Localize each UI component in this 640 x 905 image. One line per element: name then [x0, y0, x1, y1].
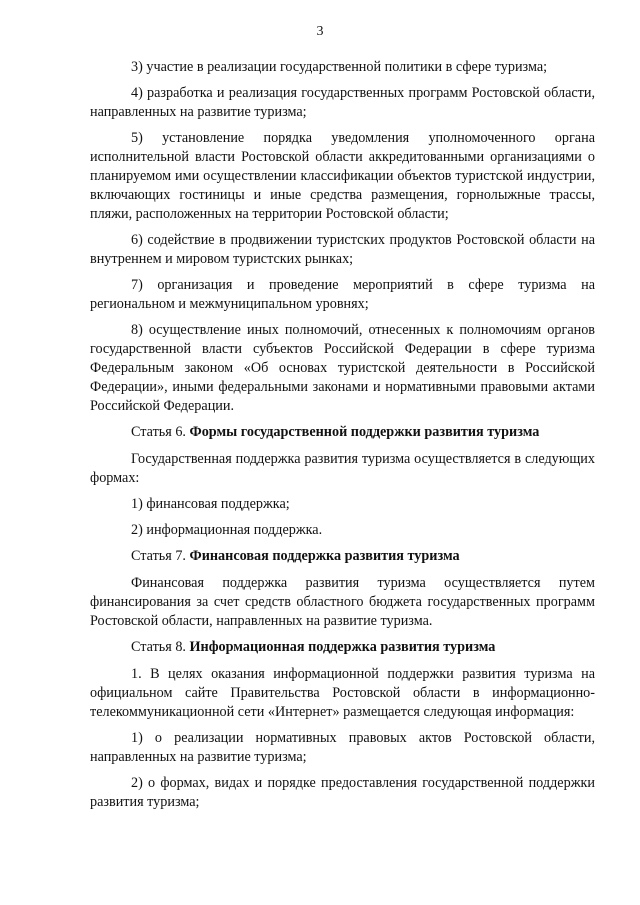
document-body: [90, 58, 595, 819]
article-8-prefix: Статья 8.: [131, 639, 190, 655]
article-7-heading: [90, 547, 595, 566]
article-6-item-1: 1) финансовая поддержка;: [131, 496, 290, 512]
article-7-prefix: Статья 7.: [131, 548, 190, 564]
article-8-title: Информационная поддержка развития туризма: [189, 639, 496, 655]
paragraph-item-5: 5) установление порядка уведомления уполномоченного органа исполнительной власти Ростовской области аккредитованными организациями о планируемом ими осуществлении классификации объектов туристской индустрии, включающих гостиницы и иные средства размещения, горнолыжные трассы, пляжи, расположенных на территории Ростовской области;: [90, 130, 595, 222]
article-6-item-2: 2) информационная поддержка.: [131, 522, 323, 538]
article-8-item-1: 1) о реализации нормативных правовых актов Ростовской области, направленных на развитие туризма;: [90, 730, 595, 765]
article-8-heading: [90, 638, 595, 657]
paragraph-item-8: 8) осуществление иных полномочий, отнесенных к полномочиям органов государственной власти субъектов Российской Федерации в сфере туризма Федеральным законом «Об основах туристской деятельности в Российской Федерации», иными федеральными законами и нормативными правовыми актами Российской Федерации.: [90, 322, 595, 414]
article-6-heading: [90, 423, 595, 442]
article-7-text: Финансовая поддержка развития туризма осуществляется путем финансирования за счет средств областного бюджета государственных программ Ростовской области, направленных на развитие туризма.: [90, 575, 595, 629]
article-7-title: Финансовая поддержка развития туризма: [189, 548, 460, 564]
article-6-title: Формы государственной поддержки развития туризма: [189, 424, 540, 440]
paragraph-item-6: 6) содействие в продвижении туристских продуктов Ростовской области на внутреннем и мировом туристских рынках;: [90, 232, 595, 267]
article-6-intro: Государственная поддержка развития туризма осуществляется в следующих формах:: [90, 451, 595, 486]
article-8-clause-1: 1. В целях оказания информационной поддержки развития туризма на официальном сайте Правительства Ростовской области в информационно-телекоммуникационной сети «Интернет» размещается следующая информация:: [90, 666, 595, 720]
page-number: 3: [316, 24, 324, 39]
paragraph-item-3: 3) участие в реализации государственной политики в сфере туризма;: [131, 59, 548, 75]
article-6-prefix: Статья 6.: [131, 424, 190, 440]
paragraph-item-4: 4) разработка и реализация государственных программ Ростовской области, направленных на развитие туризма;: [90, 85, 595, 120]
paragraph-item-7: 7) организация и проведение мероприятий в сфере туризма на региональном и межмуниципальном уровнях;: [90, 277, 595, 312]
article-8-item-2: 2) о формах, видах и порядке предоставления государственной поддержки развития туризма;: [90, 775, 595, 810]
